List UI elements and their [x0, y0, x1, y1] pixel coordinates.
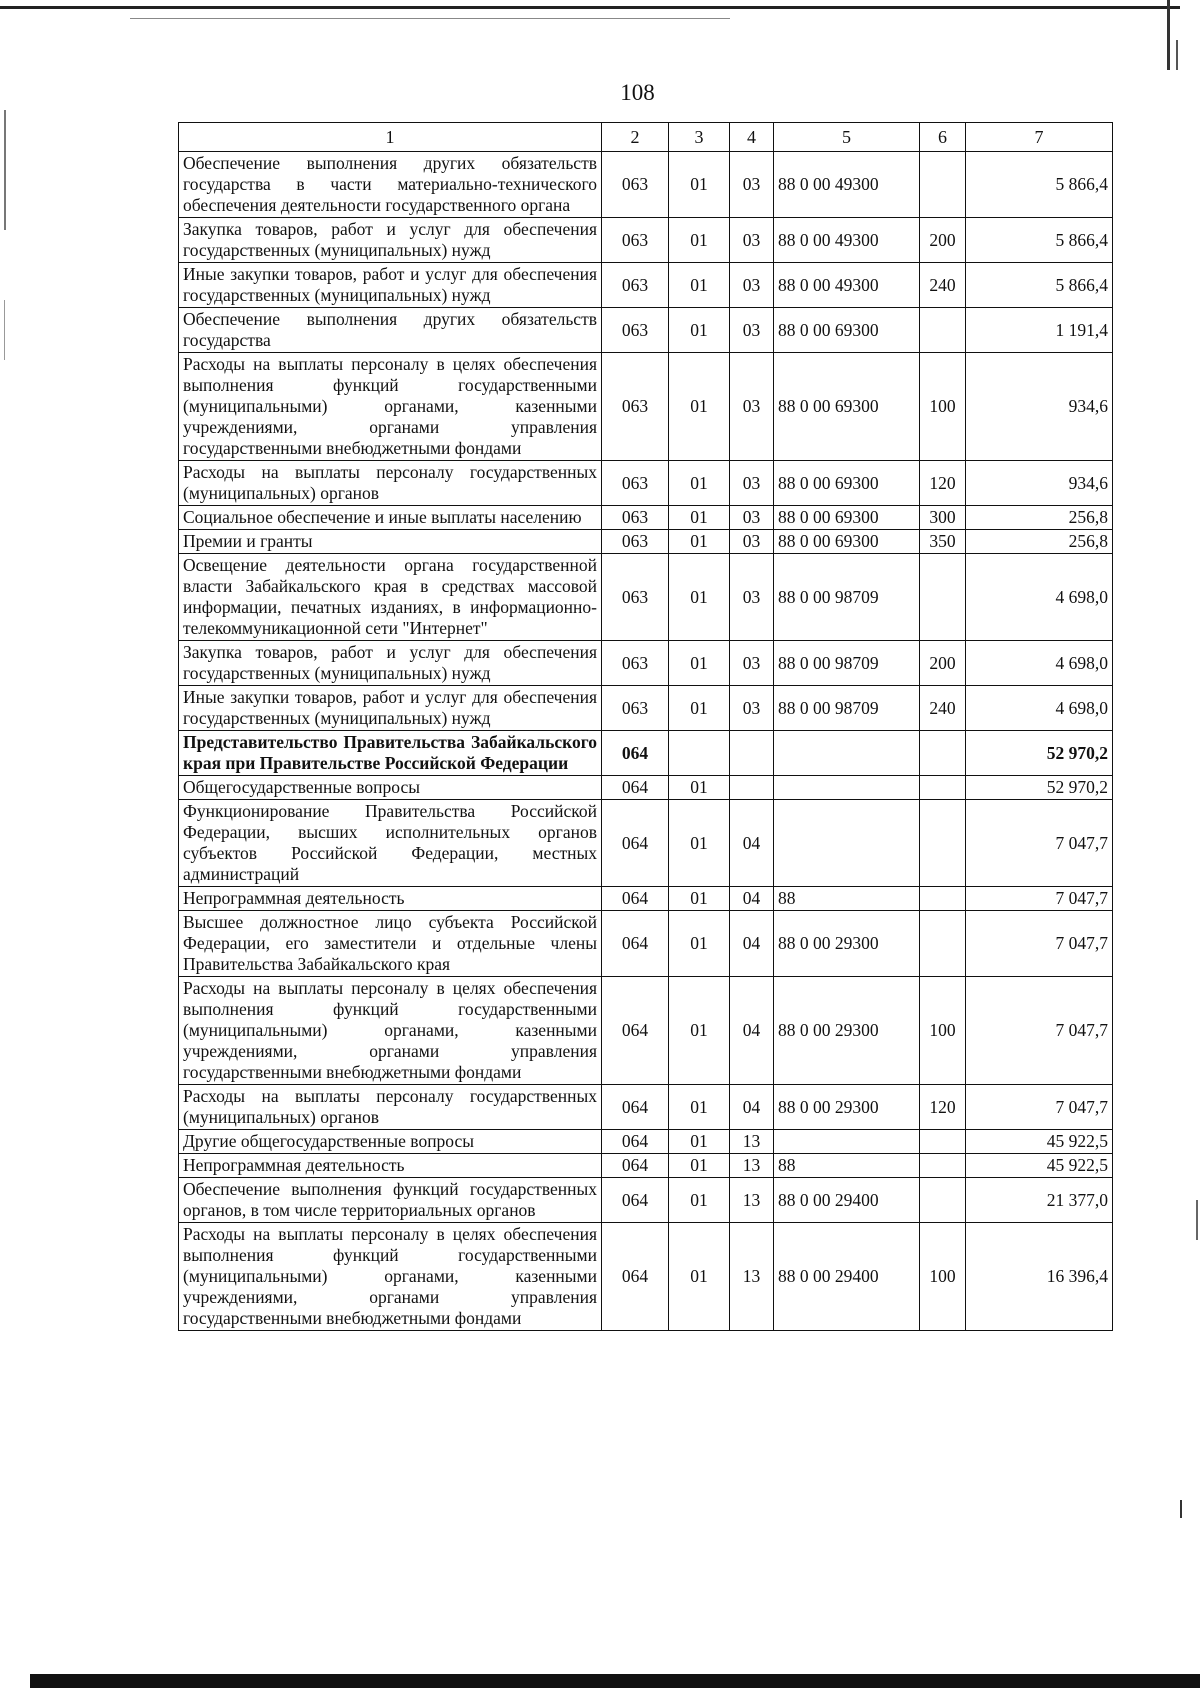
row-expense-type-cell: 100 [920, 353, 966, 461]
row-grbs-cell: 064 [602, 977, 669, 1085]
row-subsection-cell: 03 [730, 308, 774, 353]
row-amount-cell: 7 047,7 [966, 911, 1113, 977]
table-row [179, 887, 1113, 911]
header-cell: 6 [920, 123, 966, 152]
row-grbs-cell: 063 [602, 461, 669, 506]
row-section-cell: 01 [669, 641, 730, 686]
row-expense-type-cell: 120 [920, 461, 966, 506]
table-row [179, 263, 1113, 308]
scan-edge-bottom [30, 1674, 1200, 1688]
scan-edge-left [4, 110, 6, 230]
scan-mark [1180, 1500, 1182, 1518]
row-target-article-cell: 88 0 00 49300 [774, 152, 920, 218]
header-cell: 1 [179, 123, 602, 152]
row-expense-type-cell: 100 [920, 977, 966, 1085]
row-target-article-cell: 88 0 00 49300 [774, 263, 920, 308]
row-expense-type-cell [920, 1154, 966, 1178]
row-amount-cell: 5 866,4 [966, 152, 1113, 218]
row-amount-cell: 256,8 [966, 506, 1113, 530]
row-amount-cell: 45 922,5 [966, 1130, 1113, 1154]
row-grbs-cell: 063 [602, 152, 669, 218]
row-name-cell: Представительство Правительства Забайкальского края при Правительстве Российской Федерации [179, 731, 602, 776]
row-section-cell: 01 [669, 530, 730, 554]
row-expense-type-cell: 240 [920, 263, 966, 308]
row-name-cell: Иные закупки товаров, работ и услуг для обеспечения государственных (муниципальных) нужд [179, 263, 602, 308]
table-row [179, 461, 1113, 506]
row-section-cell: 01 [669, 911, 730, 977]
row-target-article-cell: 88 0 00 29300 [774, 1085, 920, 1130]
row-target-article-cell: 88 0 00 98709 [774, 554, 920, 641]
row-name-cell: Обеспечение выполнения функций государственных органов, в том числе территориальных органов [179, 1178, 602, 1223]
row-subsection-cell: 03 [730, 641, 774, 686]
row-amount-cell: 1 191,4 [966, 308, 1113, 353]
row-expense-type-cell [920, 800, 966, 887]
scan-edge-top-thin [130, 18, 730, 19]
table-row [179, 686, 1113, 731]
row-grbs-cell: 064 [602, 1178, 669, 1223]
row-expense-type-cell [920, 887, 966, 911]
row-subsection-cell: 03 [730, 218, 774, 263]
scan-edge-right [1167, 0, 1170, 70]
table-row [179, 731, 1113, 776]
row-grbs-cell: 064 [602, 800, 669, 887]
row-subsection-cell: 13 [730, 1178, 774, 1223]
row-subsection-cell: 13 [730, 1154, 774, 1178]
row-name-cell: Другие общегосударственные вопросы [179, 1130, 602, 1154]
row-section-cell: 01 [669, 686, 730, 731]
row-amount-cell: 5 866,4 [966, 218, 1113, 263]
row-grbs-cell: 064 [602, 1154, 669, 1178]
row-subsection-cell: 04 [730, 887, 774, 911]
row-expense-type-cell: 100 [920, 1223, 966, 1331]
row-target-article-cell: 88 0 00 69300 [774, 461, 920, 506]
row-grbs-cell: 063 [602, 263, 669, 308]
table-row [179, 530, 1113, 554]
row-name-cell: Непрограммная деятельность [179, 1154, 602, 1178]
row-target-article-cell: 88 0 00 49300 [774, 218, 920, 263]
row-subsection-cell: 04 [730, 800, 774, 887]
row-name-cell: Расходы на выплаты персоналу в целях обеспечения выполнения функций государственными (муниципальными) органами, казенными учреждениями, органами управления государственными внебюджетными фондами [179, 353, 602, 461]
row-name-cell: Закупка товаров, работ и услуг для обеспечения государственных (муниципальных) нужд [179, 218, 602, 263]
row-grbs-cell: 064 [602, 776, 669, 800]
row-amount-cell: 16 396,4 [966, 1223, 1113, 1331]
row-amount-cell: 45 922,5 [966, 1154, 1113, 1178]
row-expense-type-cell [920, 1178, 966, 1223]
row-subsection-cell: 03 [730, 353, 774, 461]
row-name-cell: Обеспечение выполнения других обязательств государства в части материально-технического обеспечения деятельности государственного органа [179, 152, 602, 218]
row-grbs-cell: 063 [602, 218, 669, 263]
row-target-article-cell: 88 0 00 69300 [774, 308, 920, 353]
row-subsection-cell: 03 [730, 530, 774, 554]
page-number: 108 [620, 80, 655, 105]
header-cell: 7 [966, 123, 1113, 152]
table-body [179, 152, 1113, 1331]
row-expense-type-cell [920, 911, 966, 977]
row-subsection-cell: 03 [730, 461, 774, 506]
row-subsection-cell: 03 [730, 506, 774, 530]
row-amount-cell: 52 970,2 [966, 776, 1113, 800]
row-section-cell: 01 [669, 308, 730, 353]
row-expense-type-cell: 350 [920, 530, 966, 554]
row-subsection-cell: 04 [730, 977, 774, 1085]
row-subsection-cell [730, 776, 774, 800]
row-grbs-cell: 063 [602, 353, 669, 461]
row-expense-type-cell: 120 [920, 1085, 966, 1130]
row-grbs-cell: 064 [602, 1130, 669, 1154]
row-subsection-cell: 04 [730, 911, 774, 977]
row-section-cell: 01 [669, 977, 730, 1085]
header-cell: 3 [669, 123, 730, 152]
table-row [179, 911, 1113, 977]
row-expense-type-cell: 200 [920, 218, 966, 263]
row-expense-type-cell [920, 731, 966, 776]
row-target-article-cell: 88 0 00 98709 [774, 686, 920, 731]
row-subsection-cell: 03 [730, 554, 774, 641]
row-target-article-cell: 88 0 00 29300 [774, 911, 920, 977]
row-amount-cell: 256,8 [966, 530, 1113, 554]
row-section-cell: 01 [669, 506, 730, 530]
row-grbs-cell: 063 [602, 554, 669, 641]
row-section-cell: 01 [669, 554, 730, 641]
row-amount-cell: 934,6 [966, 461, 1113, 506]
row-target-article-cell [774, 800, 920, 887]
row-name-cell: Непрограммная деятельность [179, 887, 602, 911]
row-amount-cell: 7 047,7 [966, 977, 1113, 1085]
row-name-cell: Функционирование Правительства Российской Федерации, высших исполнительных органов субъектов Российской Федерации, местных администраций [179, 800, 602, 887]
row-section-cell: 01 [669, 263, 730, 308]
row-expense-type-cell [920, 1130, 966, 1154]
row-grbs-cell: 063 [602, 530, 669, 554]
row-grbs-cell: 064 [602, 731, 669, 776]
row-subsection-cell [730, 731, 774, 776]
scan-mark-right [1196, 1200, 1198, 1240]
row-amount-cell: 4 698,0 [966, 554, 1113, 641]
row-expense-type-cell: 240 [920, 686, 966, 731]
row-target-article-cell: 88 0 00 98709 [774, 641, 920, 686]
row-subsection-cell: 03 [730, 686, 774, 731]
table-row [179, 506, 1113, 530]
table-row [179, 308, 1113, 353]
row-name-cell: Расходы на выплаты персоналу государственных (муниципальных) органов [179, 1085, 602, 1130]
row-section-cell: 01 [669, 1178, 730, 1223]
row-subsection-cell: 13 [730, 1130, 774, 1154]
row-target-article-cell [774, 776, 920, 800]
budget-table [178, 122, 1113, 1331]
row-amount-cell: 934,6 [966, 353, 1113, 461]
row-name-cell: Общегосударственные вопросы [179, 776, 602, 800]
row-grbs-cell: 063 [602, 308, 669, 353]
row-target-article-cell: 88 0 00 69300 [774, 353, 920, 461]
table-row [179, 1085, 1113, 1130]
row-target-article-cell: 88 0 00 29300 [774, 977, 920, 1085]
row-amount-cell: 7 047,7 [966, 800, 1113, 887]
row-expense-type-cell [920, 554, 966, 641]
table-row [179, 1178, 1113, 1223]
row-name-cell: Освещение деятельности органа государственной власти Забайкальского края в средствах массовой информации, печатных изданиях, в информационно-телекоммуникационной сети "Интернет" [179, 554, 602, 641]
row-section-cell: 01 [669, 218, 730, 263]
scan-edge-left-thin [4, 300, 5, 360]
table-row [179, 152, 1113, 218]
row-name-cell: Расходы на выплаты персоналу в целях обеспечения выполнения функций государственными (муниципальными) органами, казенными учреждениями, органами управления государственными внебюджетными фондами [179, 977, 602, 1085]
row-target-article-cell: 88 [774, 1154, 920, 1178]
row-grbs-cell: 064 [602, 1223, 669, 1331]
table-row [179, 800, 1113, 887]
table-row [179, 776, 1113, 800]
table-row [179, 353, 1113, 461]
table-row [179, 1223, 1113, 1331]
row-target-article-cell: 88 0 00 69300 [774, 506, 920, 530]
row-grbs-cell: 064 [602, 911, 669, 977]
row-section-cell: 01 [669, 776, 730, 800]
row-section-cell: 01 [669, 353, 730, 461]
row-amount-cell: 5 866,4 [966, 263, 1113, 308]
row-name-cell: Иные закупки товаров, работ и услуг для обеспечения государственных (муниципальных) нужд [179, 686, 602, 731]
row-subsection-cell: 13 [730, 1223, 774, 1331]
row-amount-cell: 7 047,7 [966, 887, 1113, 911]
row-expense-type-cell [920, 308, 966, 353]
header-cell: 2 [602, 123, 669, 152]
row-section-cell [669, 731, 730, 776]
row-target-article-cell: 88 [774, 887, 920, 911]
row-grbs-cell: 063 [602, 641, 669, 686]
row-expense-type-cell: 300 [920, 506, 966, 530]
row-section-cell: 01 [669, 152, 730, 218]
scan-edge-right-thin [1176, 40, 1178, 70]
table-row [179, 1154, 1113, 1178]
row-expense-type-cell: 200 [920, 641, 966, 686]
row-amount-cell: 4 698,0 [966, 686, 1113, 731]
row-name-cell: Расходы на выплаты персоналу государственных (муниципальных) органов [179, 461, 602, 506]
header-row [179, 123, 1113, 152]
row-name-cell: Премии и гранты [179, 530, 602, 554]
row-name-cell: Социальное обеспечение и иные выплаты населению [179, 506, 602, 530]
row-subsection-cell: 03 [730, 263, 774, 308]
row-name-cell: Высшее должностное лицо субъекта Российской Федерации, его заместители и отдельные члены Правительства Забайкальского края [179, 911, 602, 977]
row-subsection-cell: 03 [730, 152, 774, 218]
row-grbs-cell: 063 [602, 506, 669, 530]
row-grbs-cell: 063 [602, 686, 669, 731]
row-name-cell: Закупка товаров, работ и услуг для обеспечения государственных (муниципальных) нужд [179, 641, 602, 686]
row-section-cell: 01 [669, 887, 730, 911]
row-target-article-cell: 88 0 00 29400 [774, 1178, 920, 1223]
row-subsection-cell: 04 [730, 1085, 774, 1130]
header-cell: 5 [774, 123, 920, 152]
scan-edge-top [0, 6, 1180, 9]
row-expense-type-cell [920, 152, 966, 218]
row-name-cell: Расходы на выплаты персоналу в целях обеспечения выполнения функций государственными (муниципальными) органами, казенными учреждениями, органами управления государственными внебюджетными фондами [179, 1223, 602, 1331]
row-target-article-cell: 88 0 00 69300 [774, 530, 920, 554]
row-section-cell: 01 [669, 1130, 730, 1154]
row-section-cell: 01 [669, 461, 730, 506]
table-row [179, 554, 1113, 641]
header-cell: 4 [730, 123, 774, 152]
row-amount-cell: 21 377,0 [966, 1178, 1113, 1223]
row-amount-cell: 52 970,2 [966, 731, 1113, 776]
row-grbs-cell: 064 [602, 887, 669, 911]
row-section-cell: 01 [669, 800, 730, 887]
table-row [179, 218, 1113, 263]
table-row [179, 1130, 1113, 1154]
row-section-cell: 01 [669, 1154, 730, 1178]
row-section-cell: 01 [669, 1085, 730, 1130]
row-target-article-cell [774, 731, 920, 776]
row-grbs-cell: 064 [602, 1085, 669, 1130]
row-target-article-cell [774, 1130, 920, 1154]
row-section-cell: 01 [669, 1223, 730, 1331]
table-row [179, 977, 1113, 1085]
row-name-cell: Обеспечение выполнения других обязательств государства [179, 308, 602, 353]
table-row [179, 641, 1113, 686]
row-amount-cell: 4 698,0 [966, 641, 1113, 686]
row-target-article-cell: 88 0 00 29400 [774, 1223, 920, 1331]
row-amount-cell: 7 047,7 [966, 1085, 1113, 1130]
row-expense-type-cell [920, 776, 966, 800]
